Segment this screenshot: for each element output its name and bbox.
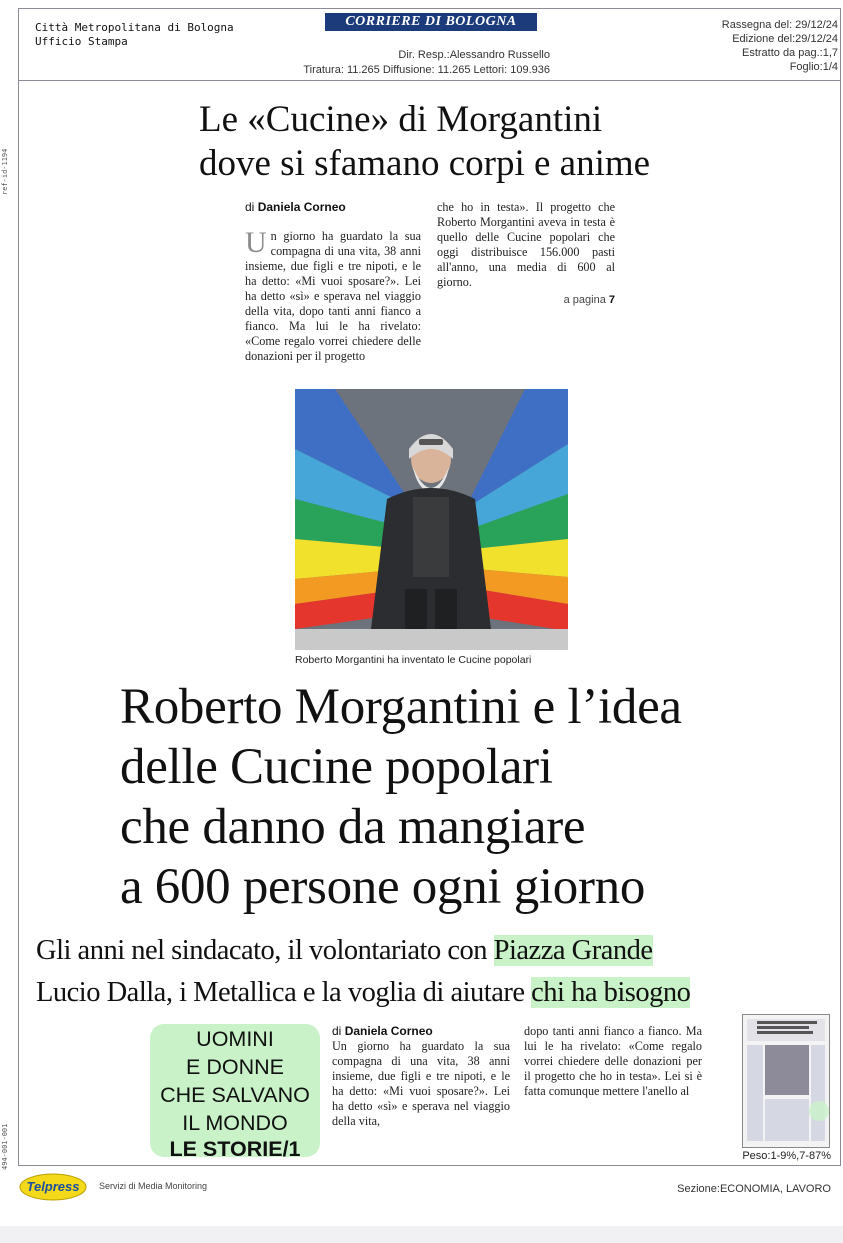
page-reference-number: 7 <box>608 294 615 306</box>
rainbow-mural-illustration <box>295 389 568 650</box>
deck-line2-highlight: chi ha bisogno <box>531 977 691 1008</box>
front-headline-line2: dove si sfamano corpi e anime <box>199 143 651 184</box>
dropcap: U <box>245 226 267 259</box>
header-right <box>660 18 838 74</box>
front-headline-line1: Le «Cucine» di Morgantini <box>199 99 603 140</box>
page-thumbnail[interactable] <box>742 1014 830 1148</box>
front-headline <box>199 98 719 186</box>
circulation-line: Tiratura: 11.265 Diffusione: 11.265 Lettori: 109.936 <box>303 64 550 76</box>
deck <box>36 930 836 1014</box>
inside-byline <box>332 1024 433 1038</box>
front-byline-name: Daniela Corneo <box>257 200 346 214</box>
ref-id-label: ref-id-1194 <box>1 148 9 195</box>
publisher-office: Ufficio Stampa <box>35 35 128 48</box>
masthead: CORRIERE DI BOLOGNA <box>325 13 537 31</box>
margin-code-label: 494-001-001 <box>1 1123 9 1170</box>
front-column-2 <box>437 200 615 308</box>
edizione-date: Edizione del:29/12/24 <box>732 33 838 45</box>
front-byline-prefix: di <box>245 200 255 214</box>
peso-label: Peso:1-9%,7-87% <box>742 1150 831 1162</box>
inside-headline <box>120 677 820 917</box>
kicker-line1: UOMINI <box>196 1027 274 1051</box>
inside-headline-line1: Roberto Morgantini e l’idea <box>120 679 682 735</box>
inside-column-1-text: Un giorno ha guardato la sua compagna di una vita, 38 anni insieme, due figli e tre nipoti, e le ha detto: «Mi vuoi sposare?». Lei ha detto «sì» e sperava nel viaggio della vita, <box>332 1039 510 1128</box>
estratto-pages: Estratto da pag.:1,7 <box>741 47 838 59</box>
inside-headline-line4: a 600 persone ogni giorno <box>120 859 646 915</box>
front-byline <box>245 200 346 214</box>
inside-byline-name: Daniela Corneo <box>344 1024 433 1038</box>
kicker-line3: CHE SALVANO <box>160 1083 310 1107</box>
bottom-strip <box>0 1226 843 1243</box>
kicker-line4: IL MONDO <box>182 1111 288 1135</box>
inside-headline-line2: delle Cucine popolari <box>120 739 553 795</box>
inside-column-1 <box>332 1039 510 1129</box>
kicker-line2: E DONNE <box>186 1055 284 1079</box>
photo-caption: Roberto Morgantini ha inventato le Cucine popolari <box>295 654 532 666</box>
portrait-photo <box>295 389 568 650</box>
deck-line2 <box>36 972 836 1014</box>
inside-column-2-text: dopo tanti anni fianco a fianco. Ma lui le ha rivelato: «Come regalo vorrei chiedere delle donazioni per il progetto che ho in testa». Lei si è fatta comunque mettere l'anello al <box>524 1024 702 1098</box>
series-kicker <box>150 1024 320 1161</box>
publisher-name: Città Metropolitana di Bologna <box>35 21 234 34</box>
deck-line1-text: Gli anni nel sindacato, il volontariato con <box>36 935 494 966</box>
page-reference <box>437 292 615 308</box>
section-label: Sezione:ECONOMIA, LAVORO <box>677 1183 831 1195</box>
front-column-1-text: n giorno ha guardato la sua compagna di una vita, 38 anni insieme, due figli e tre nipoti, e le ha detto: «Mi vuoi sposare?». Lei ha detto «sì» e sperava nel viaggio della vita, dopo tanti anni fianco a fianco. Ma lui le ha rivelato: «Come regalo vorrei chiedere delle donazioni per il progetto <box>245 229 421 363</box>
header-left <box>35 21 234 49</box>
header-separator <box>18 80 841 81</box>
inside-column-2 <box>524 1024 702 1099</box>
inside-byline-prefix: di <box>332 1024 342 1038</box>
deck-line2-text: Lucio Dalla, i Metallica e la voglia di aiutare <box>36 977 532 1008</box>
inside-headline-line3: che danno da mangiare <box>120 799 586 855</box>
director-line: Dir. Resp.:Alessandro Russello <box>398 49 550 61</box>
telpress-logo-text: Telpress <box>26 1179 80 1194</box>
front-column-1 <box>245 226 421 364</box>
services-tagline: Servizi di Media Monitoring <box>99 1181 208 1191</box>
foglio-count: Foglio:1/4 <box>789 61 838 73</box>
front-column-2-text: che ho in testa». Il progetto che Roberto Morgantini aveva in testa è quello delle Cucine popolari che oggi distribuisce 156.000 pasti all'anno, una media di 600 al giorno. <box>437 200 615 289</box>
deck-line1-highlight: Piazza Grande <box>493 935 653 966</box>
telpress-logo <box>18 1172 88 1202</box>
page-reference-label: a pagina <box>563 294 606 306</box>
deck-line1 <box>36 930 836 972</box>
thumbnail-illustration <box>743 1015 829 1147</box>
rassegna-date: Rassegna del: 29/12/24 <box>721 19 838 31</box>
header-center <box>290 48 550 78</box>
kicker-series-title: LE STORIE/1 <box>169 1137 301 1161</box>
